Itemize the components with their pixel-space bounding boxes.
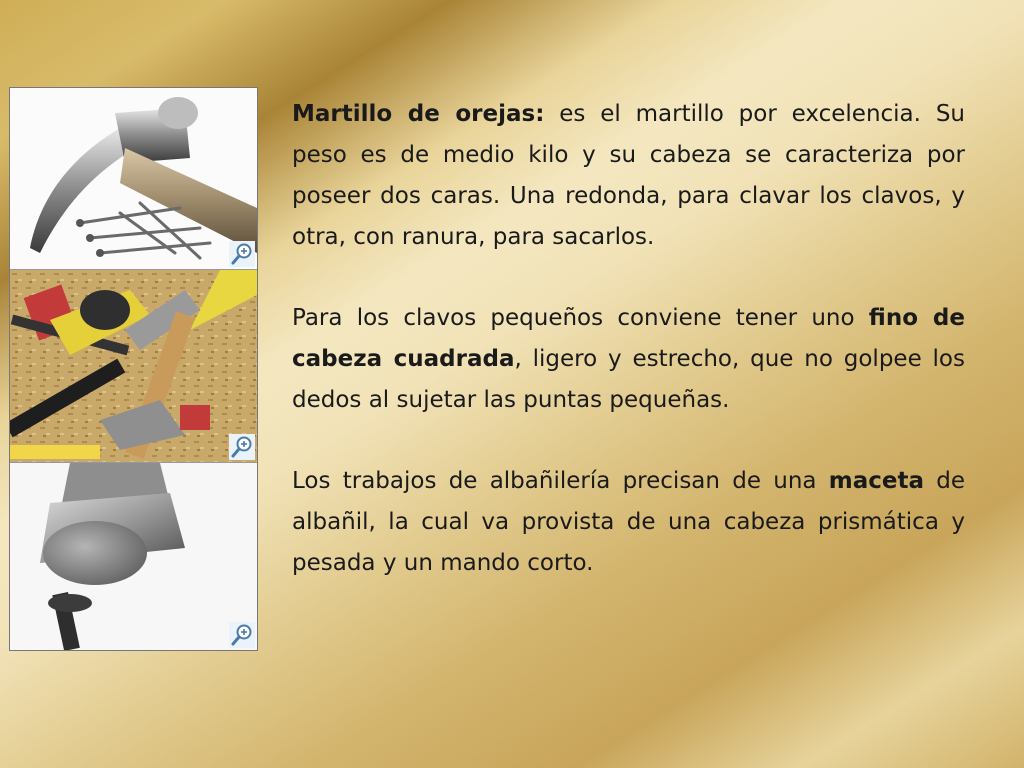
paragraph-3-body: de albañil, la cual va provista de una cabeza prismática y pesada y un mando corto. [292,468,965,576]
paragraph-3-intro: Los trabajos de albañilería precisan de una [292,468,829,494]
term-fino-de-cabeza-cuadrada: fino de cabeza cuadrada [292,305,965,372]
paragraph-fino-de-cabeza-cuadrada [292,298,965,421]
photo-column [9,87,258,651]
paragraph-maceta [292,461,965,584]
paragraph-martillo-de-orejas [292,94,965,258]
paragraph-2-body: , ligero y estrecho, que no golpee los dedos al sujetar las puntas pequeñas. [292,346,965,413]
hammer-and-nails-photo [10,88,257,270]
paragraph-1-body: es el martillo por excelencia. Su peso es de medio kilo y su cabeza se caracteriza por poseer dos caras. Una redonda, para clavar los clavos, y otra, con ranura, para sacarlos. [292,101,965,250]
magnifier-plus-icon[interactable] [229,434,255,460]
magnifier-plus-icon[interactable] [229,622,255,648]
tools-on-wood-photo [10,270,257,463]
slide-text [292,94,965,624]
term-maceta: maceta [828,468,924,494]
term-martillo-de-orejas: Martillo de orejas: [292,101,545,127]
magnifier-plus-icon[interactable] [229,241,255,267]
hammer-head-closeup-photo [10,463,257,650]
paragraph-2-intro: Para los clavos pequeños conviene tener uno [292,305,869,331]
